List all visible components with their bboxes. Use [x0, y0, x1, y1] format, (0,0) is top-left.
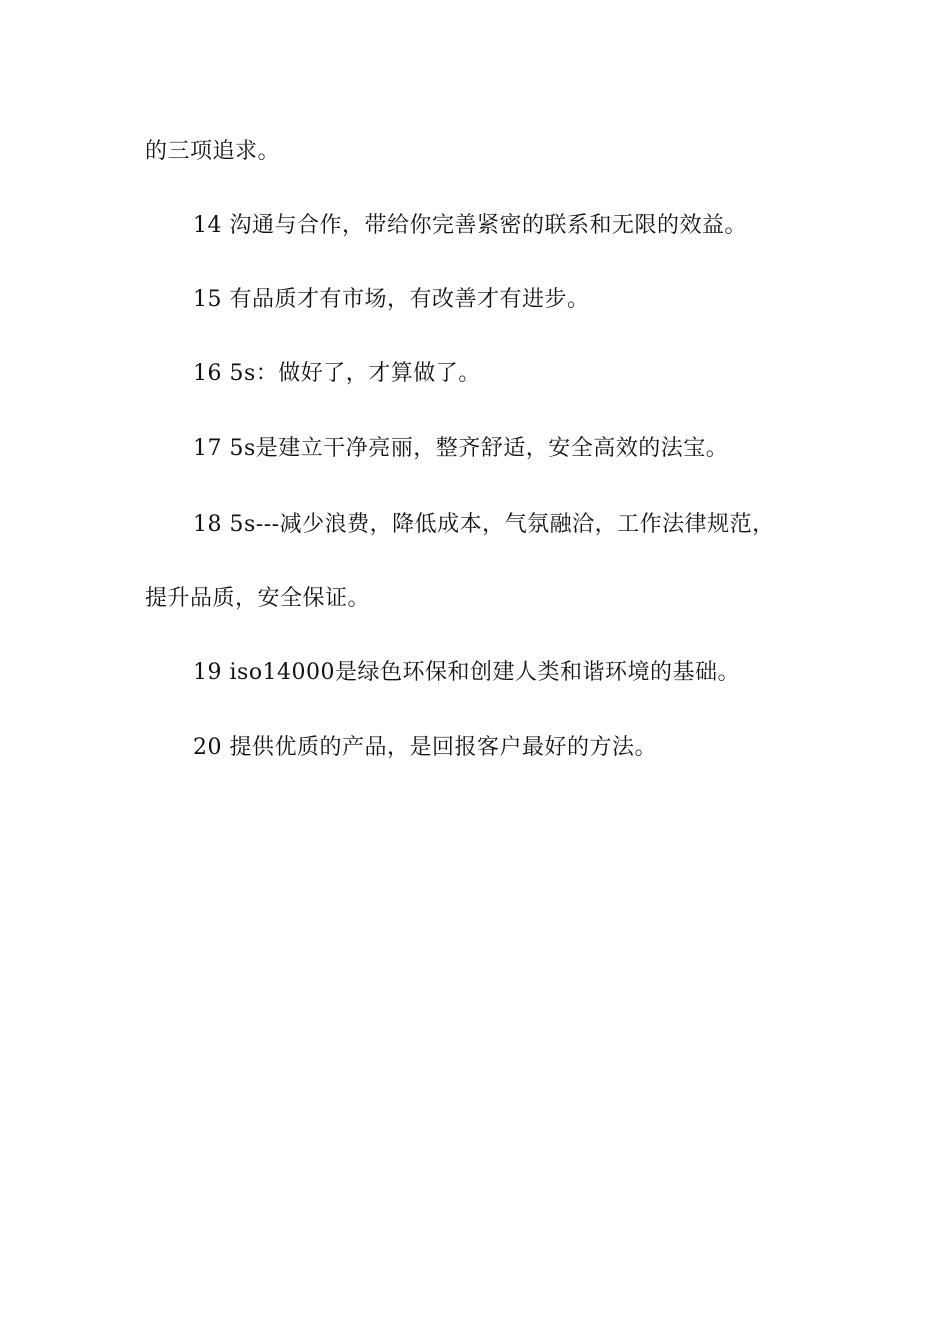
paragraph-line: 16 5s：做好了，才算做了。	[193, 361, 481, 386]
paragraph-line: 提升品质，安全保证。	[145, 586, 371, 611]
paragraph-line: 18 5s---减少浪费，降低成本，气氛融洽，工作法律规范，	[193, 512, 775, 537]
paragraph-line: 19 iso14000是绿色环保和创建人类和谐环境的基础。	[193, 660, 741, 685]
paragraph-line: 20 提供优质的产品，是回报客户最好的方法。	[193, 735, 657, 760]
paragraph-line: 15 有品质才有市场，有改善才有进步。	[193, 287, 590, 312]
paragraph-line: 14 沟通与合作，带给你完善紧密的联系和无限的效益。	[193, 213, 747, 238]
paragraph-line: 的三项追求。	[145, 139, 281, 164]
paragraph-line: 17 5s是建立干净亮丽，整齐舒适，安全高效的法宝。	[193, 436, 729, 461]
